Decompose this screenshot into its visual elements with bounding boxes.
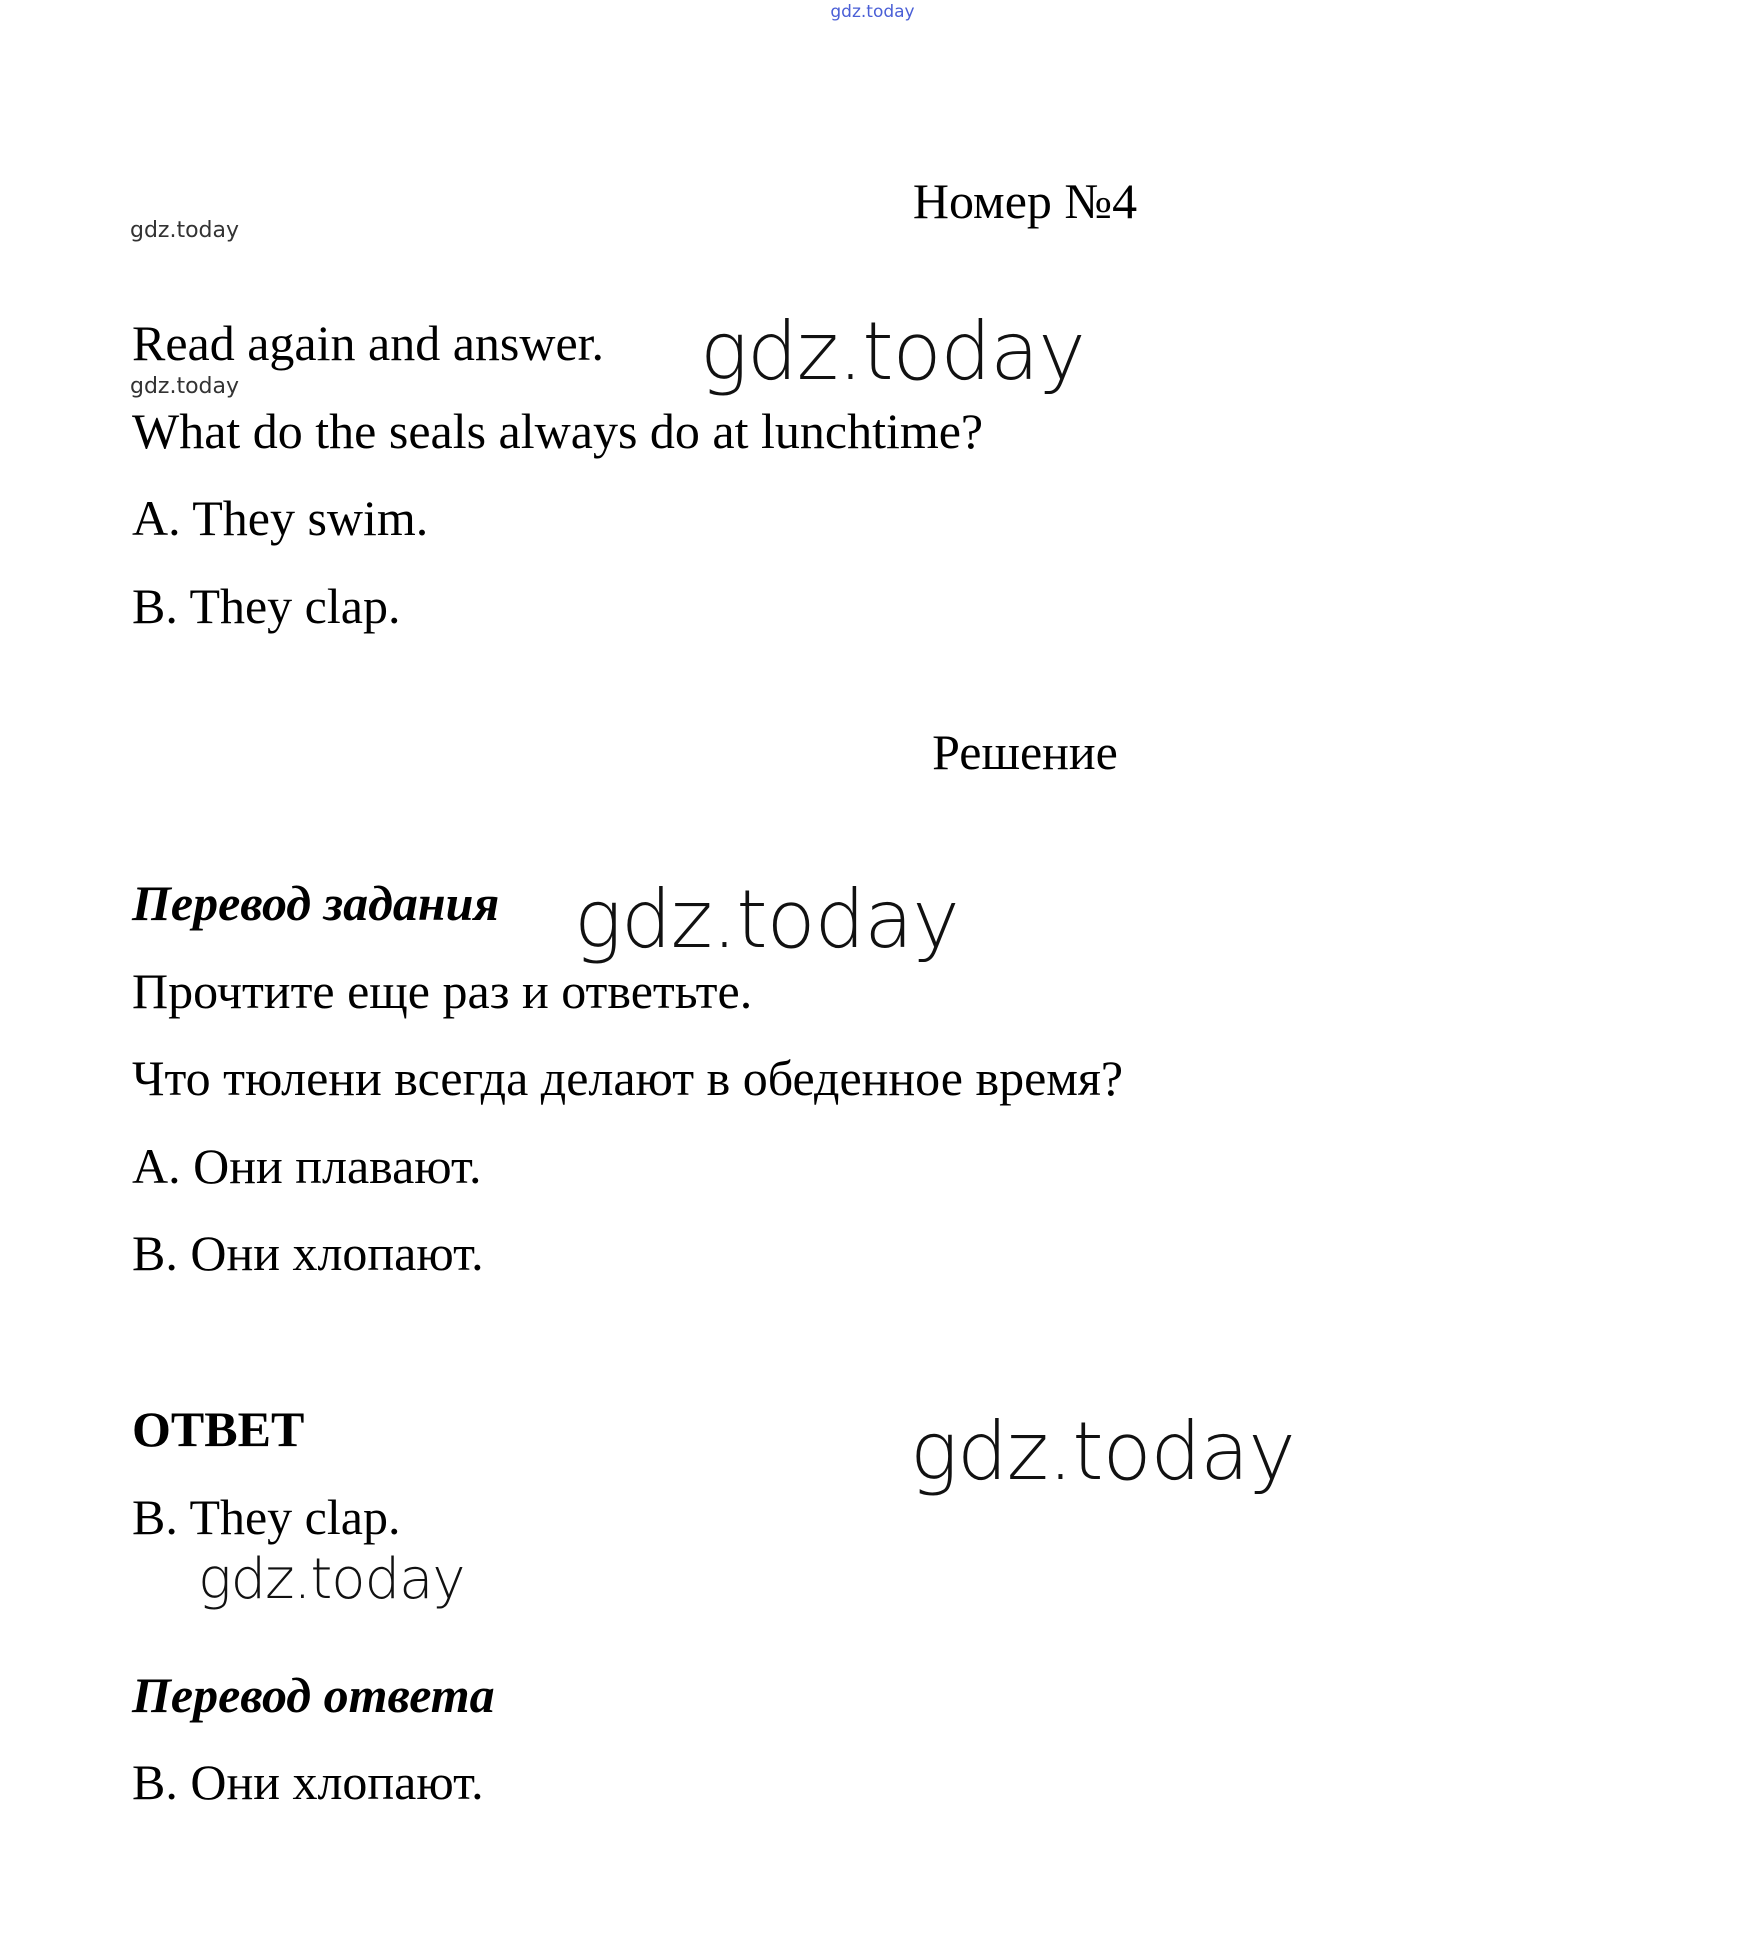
watermark-large: gdz.today: [910, 1405, 1295, 1498]
task-question: What do the seals always do at lunchtime?: [132, 403, 984, 459]
task-title: Номер №4: [912, 173, 1138, 229]
watermark-small: gdz.today: [130, 218, 240, 243]
task-option-a: A. They swim.: [132, 490, 429, 546]
translation-heading: Перевод задания: [132, 875, 500, 931]
watermark-medium: gdz.today: [198, 1547, 465, 1612]
translation-question: Что тюлени всегда делают в обеденное время?: [132, 1050, 1124, 1106]
answer-translation-heading: Перевод ответа: [132, 1667, 495, 1723]
task-instruction: Read again and answer.: [132, 315, 605, 371]
translation-instruction: Прочтите еще раз и ответьте.: [132, 963, 753, 1019]
watermark-top: gdz.today: [830, 2, 915, 22]
solution-heading: Решение: [932, 724, 1118, 780]
task-option-b: B. They clap.: [132, 578, 401, 634]
answer-translation-value: В. Они хлопают.: [132, 1754, 484, 1810]
translation-option-a: А. Они плавают.: [132, 1138, 482, 1194]
translation-option-b: В. Они хлопают.: [132, 1225, 484, 1281]
watermark-small: gdz.today: [130, 374, 240, 399]
answer-heading: ОТВЕТ: [132, 1401, 305, 1457]
watermark-large: gdz.today: [574, 873, 959, 966]
watermark-large: gdz.today: [700, 305, 1085, 398]
answer-value: B. They clap.: [132, 1489, 401, 1545]
